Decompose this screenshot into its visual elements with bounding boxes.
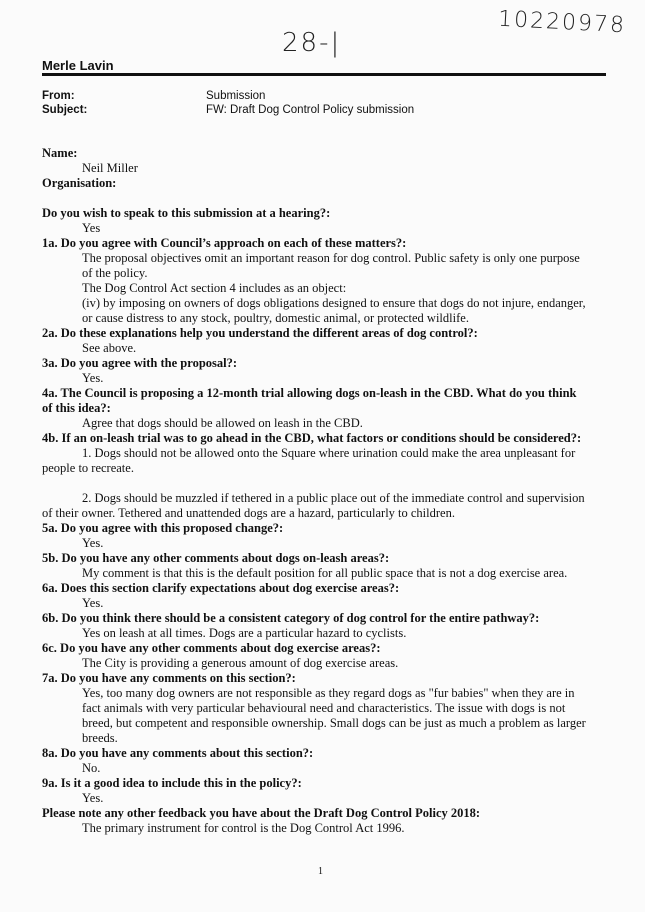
from-value: Submission <box>206 90 266 102</box>
name-label: Name: <box>42 146 78 160</box>
q9a-question: 9a. Is it a good idea to include this in the policy?: <box>42 776 302 790</box>
q1a-answer-line: or cause distress to any stock, poultry, domestic animal, or protected wildlife. <box>82 311 469 325</box>
submission-body <box>42 146 612 836</box>
q4a-answer: Agree that dogs should be allowed on leash in the CBD. <box>82 416 363 430</box>
q4a-question-cont: of this idea?: <box>42 401 111 415</box>
q1a-answer-line: The Dog Control Act section 4 includes as an object: <box>82 281 347 295</box>
q7a-answer-line: fact animals with very particular behavioural need and characteristics. The issue with dogs is not <box>82 701 566 715</box>
hearing-answer: Yes <box>82 221 101 235</box>
q7a-answer-line: breeds. <box>82 731 118 745</box>
q3a-question: 3a. Do you agree with the proposal?: <box>42 356 238 370</box>
header-divider <box>42 73 606 76</box>
q6a-question: 6a. Does this section clarify expectations about dog exercise areas?: <box>42 581 400 595</box>
q4b-question: 4b. If an on-leash trial was to go ahead in the CBD, what factors or conditions should be considered?: <box>42 431 582 445</box>
q5b-answer: My comment is that this is the default position for all public space that is not a dog exercise area. <box>82 566 568 580</box>
q4b-answer-line: 2. Dogs should be muzzled if tethered in a public place out of the immediate control and supervision <box>82 491 585 505</box>
q8a-answer: No. <box>82 761 101 775</box>
handwritten-reference: 28-| <box>282 28 342 58</box>
q7a-answer-line: Yes, too many dog owners are not responsible as they regard dogs as "fur babies" when they are in <box>82 686 575 700</box>
q3a-answer: Yes. <box>82 371 104 385</box>
q7a-question: 7a. Do you have any comments on this section?: <box>42 671 296 685</box>
q6c-question: 6c. Do you have any other comments about dog exercise areas?: <box>42 641 381 655</box>
subject-label: Subject: <box>42 104 88 116</box>
q4b-answer-line: people to recreate. <box>42 461 134 475</box>
hearing-question: Do you wish to speak to this submission at a hearing?: <box>42 206 331 220</box>
q1a-answer-line: The proposal objectives omit an important reason for dog control. Public safety is only one purpose <box>82 251 580 265</box>
subject-value: FW: Draft Dog Control Policy submission <box>206 104 415 116</box>
q8a-question: 8a. Do you have any comments about this section?: <box>42 746 314 760</box>
name-value: Neil Miller <box>82 161 138 175</box>
q9a-answer: Yes. <box>82 791 104 805</box>
page-number: 1 <box>318 866 323 877</box>
q5b-question: 5b. Do you have any other comments about dogs on-leash areas?: <box>42 551 390 565</box>
q2a-answer: See above. <box>82 341 137 355</box>
from-label: From: <box>42 90 75 102</box>
feedback-answer: The primary instrument for control is the Dog Control Act 1996. <box>82 821 405 835</box>
q4b-answer-line: 1. Dogs should not be allowed onto the Square where urination could make the area unpleasant for <box>82 446 576 460</box>
q7a-answer-line: breed, but competent and responsible ownership. Small dogs can be just as much a problem as larger <box>82 716 586 730</box>
q1a-question: 1a. Do you agree with Council’s approach on each of these matters?: <box>42 236 407 250</box>
q1a-answer-line: (iv) by imposing on owners of dogs obligations designed to ensure that dogs do not injure, endanger, <box>82 296 586 310</box>
organisation-label: Organisation: <box>42 176 117 190</box>
q5a-question: 5a. Do you agree with this proposed change?: <box>42 521 284 535</box>
handwritten-record-number: 10220978 <box>497 6 627 39</box>
email-author: Merle Lavin <box>42 58 114 73</box>
q2a-question: 2a. Do these explanations help you understand the different areas of dog control?: <box>42 326 478 340</box>
q6c-answer: The City is providing a generous amount of dog exercise areas. <box>82 656 399 670</box>
q4b-answer-line: of their owner. Tethered and unattended dogs are a hazard, particularly to children. <box>42 506 455 520</box>
q1a-answer-line: of the policy. <box>82 266 148 280</box>
q6a-answer: Yes. <box>82 596 104 610</box>
q6b-answer: Yes on leash at all times. Dogs are a particular hazard to cyclists. <box>82 626 407 640</box>
feedback-question: Please note any other feedback you have about the Draft Dog Control Policy 2018: <box>42 806 481 820</box>
q4a-question: 4a. The Council is proposing a 12-month trial allowing dogs on-leash in the CBD. What do you think <box>42 386 577 400</box>
q5a-answer: Yes. <box>82 536 104 550</box>
q6b-question: 6b. Do you think there should be a consistent category of dog control for the entire pathway?: <box>42 611 540 625</box>
